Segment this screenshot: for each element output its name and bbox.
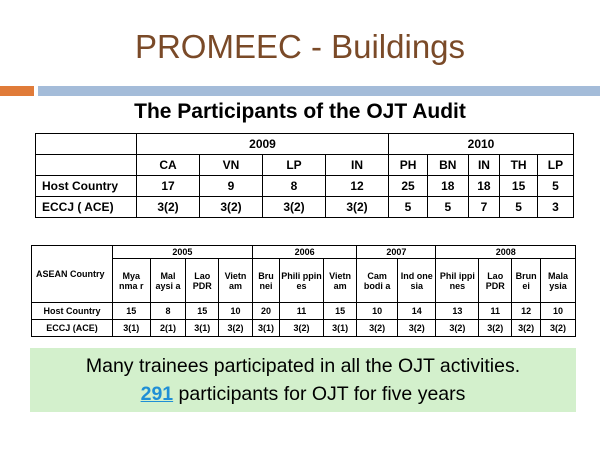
table-cell: 3 <box>537 197 573 218</box>
table-cell: 3(1) <box>252 320 279 337</box>
table-cell: 12 <box>512 303 541 320</box>
table-cell: 3(2) <box>263 197 326 218</box>
summary-line-2 <box>30 380 576 408</box>
year-header: 2007 <box>357 246 436 259</box>
row-label: ECCJ ( ACE) <box>36 197 137 218</box>
country-header: Cam bodi a <box>357 259 398 303</box>
row-label: ECCJ (ACE) <box>32 320 113 337</box>
ojt-table-2005-2008 <box>31 245 576 337</box>
accent-bar-blue <box>38 86 600 96</box>
table-cell: 11 <box>479 303 512 320</box>
row-label: Host Country <box>32 303 113 320</box>
table-row <box>36 176 574 197</box>
table-corner-cell <box>36 134 137 155</box>
year-header: 2008 <box>436 246 576 259</box>
year-header: 2006 <box>252 246 357 259</box>
country-header: Bru nei <box>252 259 279 303</box>
table-cell: 8 <box>263 176 326 197</box>
country-header: Ind one sia <box>397 259 436 303</box>
row-label: Host Country <box>36 176 137 197</box>
table-cell: 10 <box>541 303 576 320</box>
country-header: Mal aysi a <box>150 259 186 303</box>
table-cell: 5 <box>537 176 573 197</box>
table-cell: 2(1) <box>150 320 186 337</box>
table-empty-cell <box>36 155 137 176</box>
table-cell: 12 <box>326 176 389 197</box>
country-header: VN <box>200 155 263 176</box>
table-cell: 3(2) <box>137 197 200 218</box>
table-cell: 3(2) <box>512 320 541 337</box>
table-cell: 11 <box>280 303 324 320</box>
table-cell: 5 <box>428 197 469 218</box>
table-cell: 20 <box>252 303 279 320</box>
participant-count-link[interactable]: 291 <box>140 383 174 405</box>
table-cell: 8 <box>150 303 186 320</box>
table-cell: 3(2) <box>280 320 324 337</box>
table-cell: 3(2) <box>326 197 389 218</box>
table-cell: 13 <box>436 303 479 320</box>
table-cell: 17 <box>137 176 200 197</box>
table-cell: 25 <box>389 176 428 197</box>
slide-subtitle: The Participants of the OJT Audit <box>134 100 466 123</box>
country-header: Lao PDR <box>186 259 219 303</box>
country-header: IN <box>468 155 500 176</box>
country-header: BN <box>428 155 469 176</box>
table-cell: 15 <box>500 176 538 197</box>
ojt-table-2009-2010 <box>35 133 574 218</box>
table-cell: 3(1) <box>113 320 151 337</box>
table-cell: 3(1) <box>323 320 357 337</box>
table-cell: 5 <box>389 197 428 218</box>
table-cell: 3(2) <box>219 320 253 337</box>
country-header: Phili ppin es <box>280 259 324 303</box>
country-header: Mala ysia <box>541 259 576 303</box>
table-row <box>32 303 576 320</box>
table-row <box>32 320 576 337</box>
summary-note <box>30 348 576 412</box>
country-header: LP <box>537 155 573 176</box>
country-header: CA <box>137 155 200 176</box>
summary-line-1: Many trainees participated in all the OJT activities. <box>85 355 521 377</box>
table-cell: 18 <box>428 176 469 197</box>
table-cell: 3(1) <box>186 320 219 337</box>
year-header: 2005 <box>113 246 253 259</box>
table-cell: 3(2) <box>397 320 436 337</box>
country-header: TH <box>500 155 538 176</box>
table-cell: 10 <box>219 303 253 320</box>
country-header: IN <box>326 155 389 176</box>
country-header: PH <box>389 155 428 176</box>
table-cell: 3(2) <box>200 197 263 218</box>
table-cell: 14 <box>397 303 436 320</box>
slide-title: PROMEEC - Buildings <box>134 28 466 65</box>
table-cell: 3(2) <box>436 320 479 337</box>
table-cell: 5 <box>500 197 538 218</box>
table-cell: 3(2) <box>357 320 398 337</box>
table-cell: 18 <box>468 176 500 197</box>
country-header: Vietn am <box>219 259 253 303</box>
country-header: Lao PDR <box>479 259 512 303</box>
table-cell: 7 <box>468 197 500 218</box>
summary-line-2-text: participants for OJT for five years <box>173 383 466 405</box>
table-cell: 10 <box>357 303 398 320</box>
country-header: Mya nma r <box>113 259 151 303</box>
year-header: 2009 <box>137 134 389 155</box>
country-header: Brun ei <box>512 259 541 303</box>
table-corner-label: ASEAN Country <box>32 246 113 303</box>
country-header: LP <box>263 155 326 176</box>
table-cell: 9 <box>200 176 263 197</box>
country-header: Vietn am <box>323 259 357 303</box>
accent-bar-orange <box>0 86 34 96</box>
country-header: Phil ippi nes <box>436 259 479 303</box>
table-cell: 15 <box>113 303 151 320</box>
table-cell: 15 <box>186 303 219 320</box>
table-row <box>36 197 574 218</box>
table-cell: 3(2) <box>541 320 576 337</box>
table-cell: 3(2) <box>479 320 512 337</box>
year-header: 2010 <box>389 134 574 155</box>
table-cell: 15 <box>323 303 357 320</box>
